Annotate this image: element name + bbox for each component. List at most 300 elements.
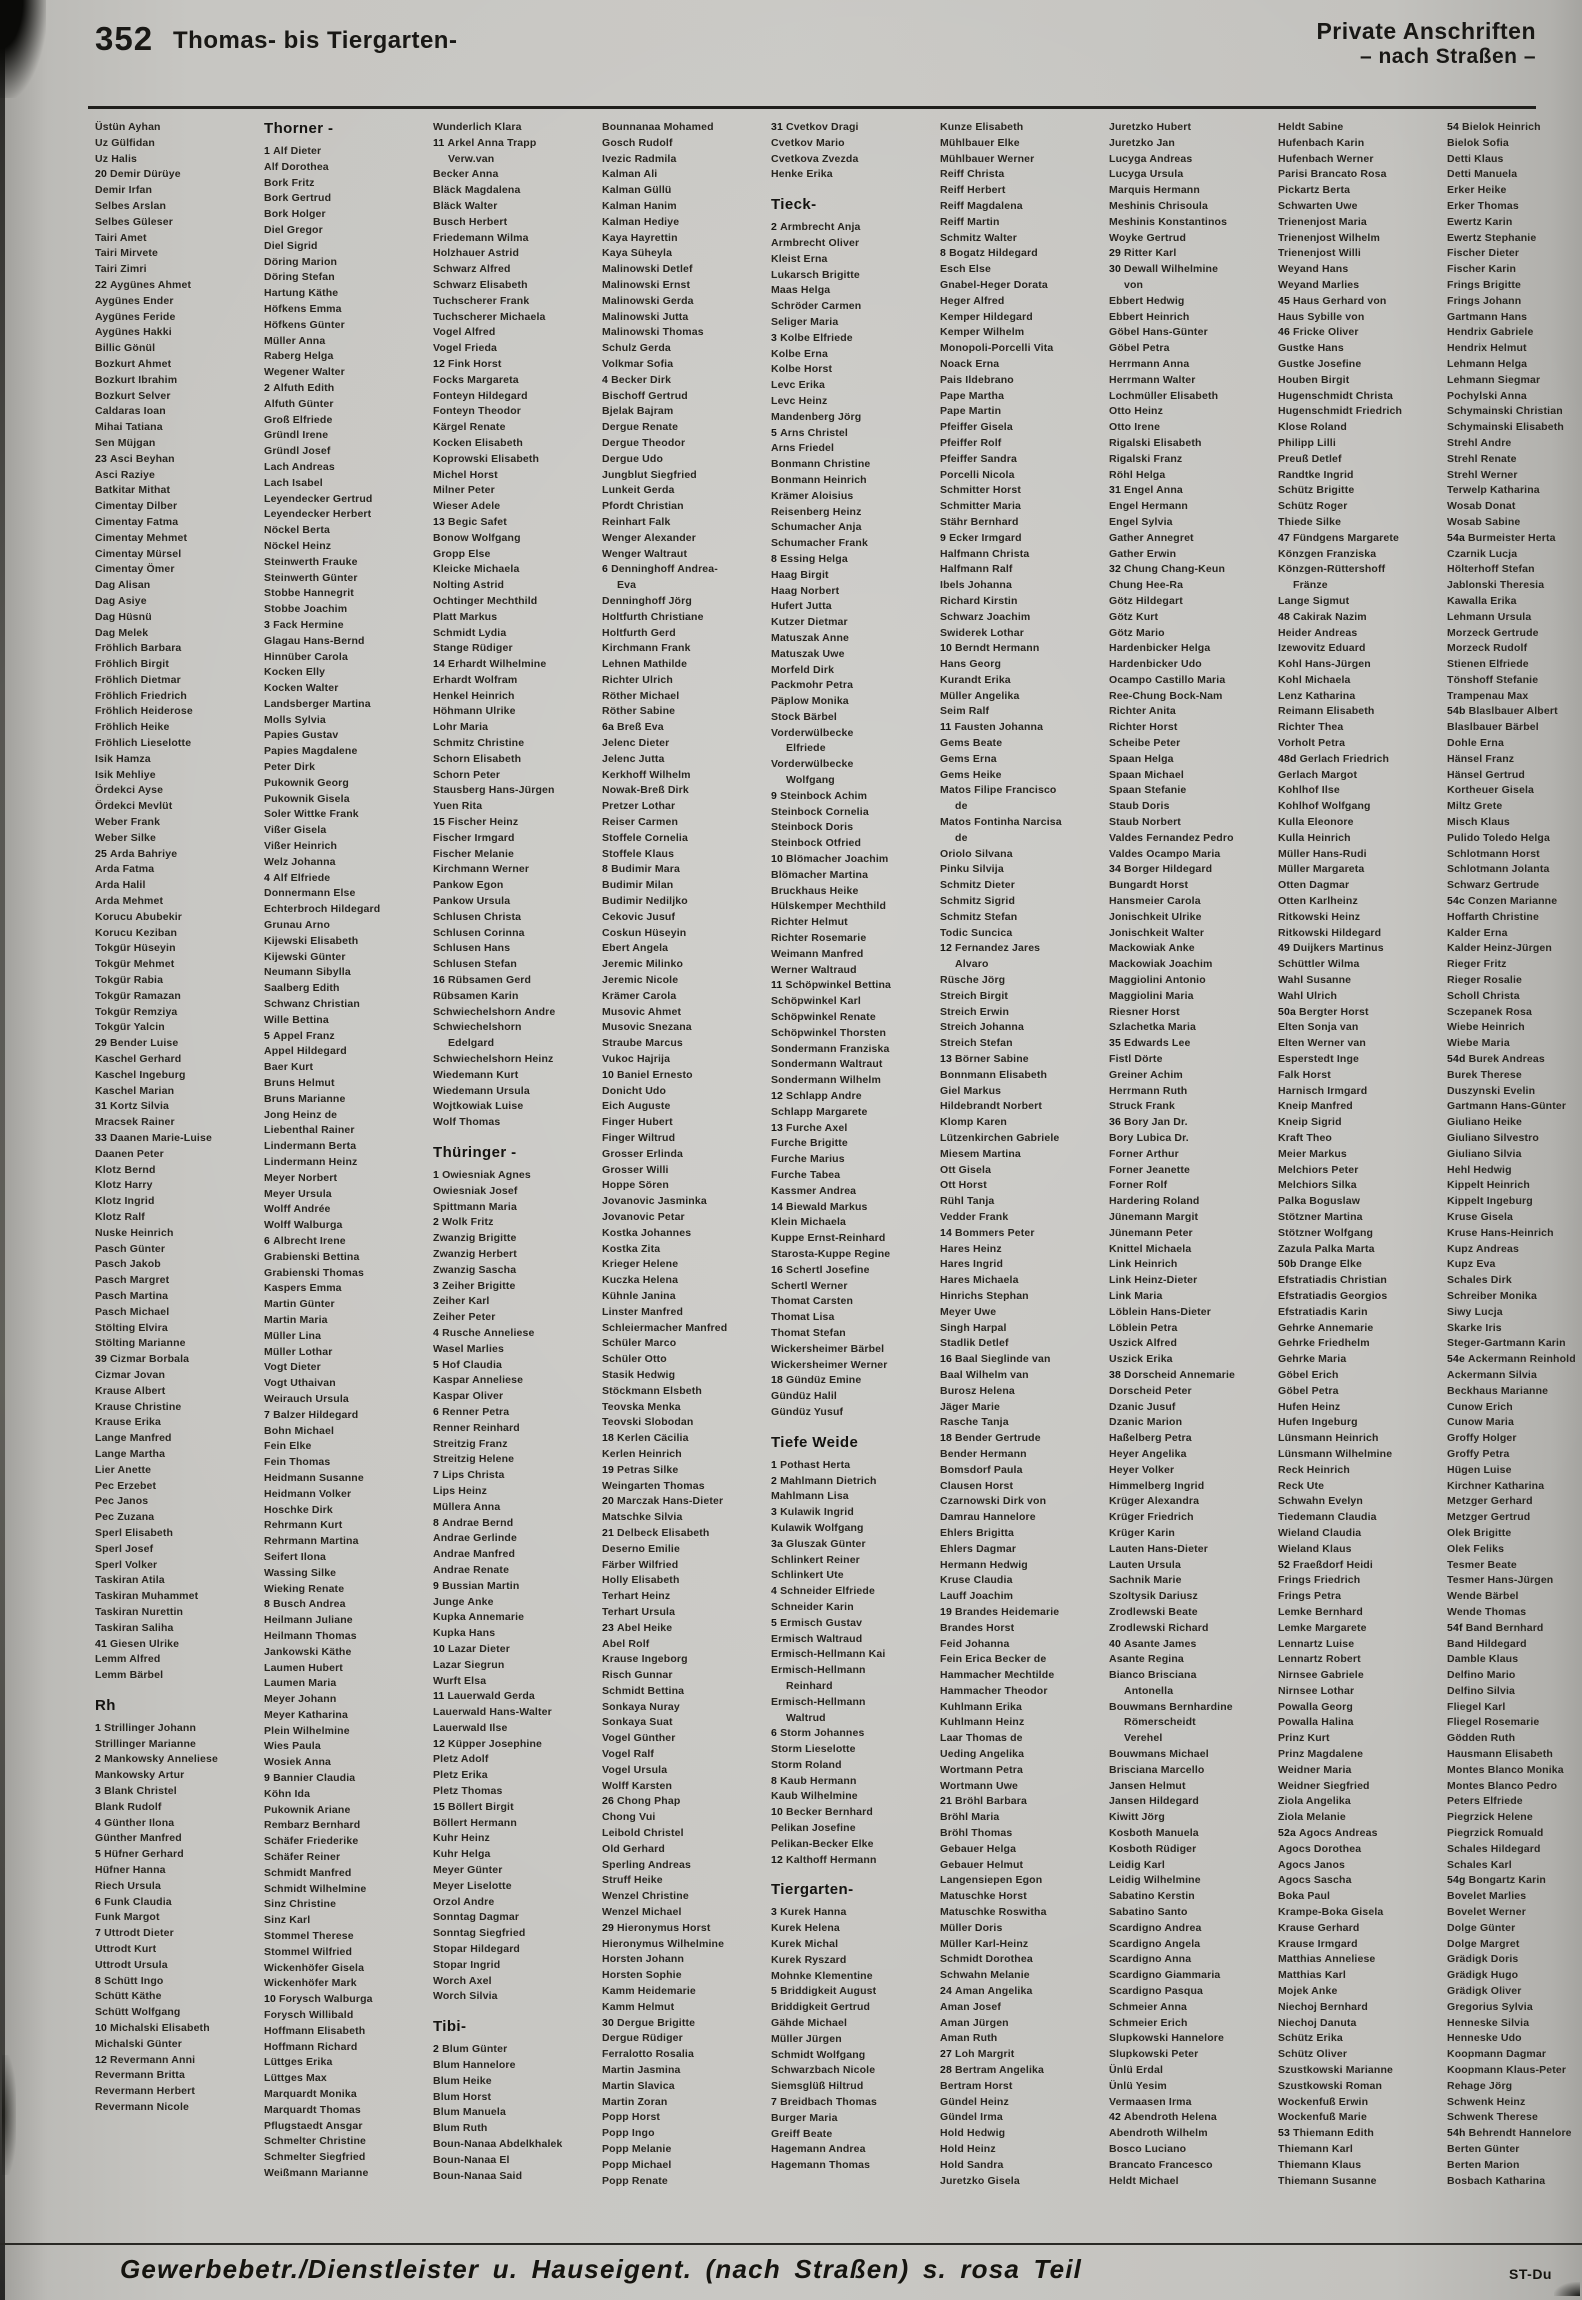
- directory-entry: Stobbe Joachim: [264, 603, 348, 616]
- directory-entry: Wortmann Petra: [940, 1763, 1024, 1776]
- directory-entry: 5 Hof Claudia: [433, 1358, 503, 1371]
- directory-entry: Kohlhof Wolfgang: [1278, 800, 1371, 813]
- directory-entry: Matthias Anneliese: [1278, 1953, 1376, 1966]
- directory-entry: Bonow Wolfgang: [433, 531, 521, 544]
- directory-entry: Bosbach Katharina: [1447, 2174, 1546, 2187]
- directory-entry: Hendrix Gabriele: [1447, 326, 1534, 339]
- directory-entry: Stommel Therese: [264, 1930, 354, 1943]
- directory-entry: Wickenhöfer Mark: [264, 1977, 357, 1990]
- directory-entry: Steger-Gartmann Karin: [1447, 1337, 1566, 1350]
- directory-entry: Reck Heinrich: [1278, 1463, 1350, 1476]
- directory-entry: Meyer Günter: [433, 1864, 503, 1877]
- directory-entry: Reimann Elisabeth: [1278, 705, 1375, 718]
- directory-entry: Löblein Petra: [1109, 1321, 1178, 1334]
- directory-entry: Tokgür Mehmet: [95, 958, 175, 971]
- directory-entry: Weidner Siegfried: [1278, 1779, 1370, 1792]
- house-number: 24: [940, 1985, 952, 1998]
- directory-entry: Kassmer Andrea: [771, 1184, 857, 1197]
- directory-entry: Hendrix Helmut: [1447, 342, 1527, 355]
- directory-entry: Kuhr Heinz: [433, 1832, 490, 1845]
- directory-entry: Schäfer Reiner: [264, 1851, 341, 1864]
- directory-entry: Billic Gönül: [95, 342, 156, 355]
- directory-entry: Wieland Klaus: [1278, 1542, 1352, 1555]
- directory-entry: Dolge Margret: [1447, 1937, 1520, 1950]
- directory-entry: Koopmann Dagmar: [1447, 2048, 1547, 2061]
- directory-entry: Molls Sylvia: [264, 713, 326, 726]
- directory-entry: Cekovic Jusuf: [602, 910, 676, 923]
- directory-entry: Kutzer Dietmar: [771, 616, 848, 629]
- directory-entry: Arda Halil: [95, 879, 146, 892]
- directory-entry: Slupkowski Hannelore: [1109, 2032, 1225, 2045]
- directory-entry: Schales Karl: [1447, 1858, 1512, 1871]
- directory-entry: Herrmann Walter: [1109, 373, 1196, 386]
- directory-entry: Popp Melanie: [602, 2143, 672, 2155]
- directory-entry: Meyer Ursula: [264, 1187, 332, 1200]
- directory-entry: Jong Heinz de: [264, 1108, 338, 1121]
- directory-entry: Finger Hubert: [602, 1116, 673, 1129]
- directory-entry: Erker Heike: [1447, 184, 1507, 197]
- directory-entry: Link Heinz-Dieter: [1109, 1274, 1198, 1287]
- directory-entry: Wosiek Anna: [264, 1756, 331, 1769]
- house-number: 9: [433, 1579, 439, 1592]
- house-number: 36: [1109, 1116, 1121, 1129]
- directory-entry: 40 Asante James: [1109, 1637, 1197, 1650]
- directory-entry: Aman Ruth: [940, 2032, 998, 2045]
- directory-column: [1109, 120, 1278, 2189]
- directory-entry: Hagemann Thomas: [771, 2159, 871, 2172]
- directory-entry: Pfeiffer Sandra: [940, 452, 1017, 465]
- directory-entry: Kerlen Heinrich: [602, 1447, 682, 1460]
- directory-entry: Woyke Gertrud: [1109, 231, 1187, 244]
- directory-entry: Damble Klaus: [1447, 1653, 1519, 1666]
- directory-entry: Kaub Wilhelmine: [771, 1790, 858, 1803]
- directory-entry: Bender Hermann: [940, 1447, 1027, 1460]
- directory-entry: 29 Ritter Karl: [1109, 247, 1177, 260]
- directory-entry: Cunow Maria: [1447, 1416, 1514, 1429]
- directory-entry: Schüler Marco: [602, 1337, 677, 1350]
- directory-entry: Pasch Margret: [95, 1274, 170, 1287]
- directory-entry: Neumann Sibylla: [264, 966, 351, 979]
- directory-entry: Kühnle Janina: [602, 1289, 676, 1302]
- directory-entry: Antonella: [1124, 1684, 1174, 1697]
- directory-entry: Kortheuer Gisela: [1447, 784, 1535, 797]
- directory-entry: 6 Renner Petra: [433, 1405, 510, 1418]
- directory-entry: Mandenberg Jörg: [771, 410, 862, 423]
- directory-entry: Finger Wiltrud: [602, 1132, 676, 1144]
- directory-entry: Stoffele Cornelia: [602, 831, 688, 844]
- directory-entry: Vogt Uthaivan: [264, 1377, 336, 1390]
- directory-entry: Pulido Toledo Helga: [1447, 831, 1550, 844]
- footer-notice: Gewerbebetr./Dienstleister u. Hauseigent. (nach Straßen) s. rosa Teil: [120, 2254, 1083, 2284]
- directory-entry: Hinrichs Stephan: [940, 1289, 1029, 1302]
- directory-entry: Kaspar Oliver: [433, 1390, 504, 1403]
- house-number: 2: [264, 381, 270, 394]
- directory-entry: Schütz Oliver: [1278, 2048, 1348, 2061]
- street-heading: Tiefe Weide: [771, 1433, 859, 1451]
- directory-entry: Lauten Ursula: [1109, 1558, 1181, 1571]
- directory-entry: Fröhlich Heike: [95, 721, 170, 734]
- directory-entry: Maggiolini Antonio: [1109, 974, 1206, 987]
- directory-entry: Mracsek Rainer: [95, 1116, 175, 1129]
- directory-entry: Krüger Friedrich: [1109, 1511, 1194, 1524]
- directory-entry: Tairi Amet: [95, 231, 147, 244]
- directory-entry: Michel Horst: [433, 468, 498, 481]
- house-number: 8: [602, 863, 608, 876]
- house-number: 19: [602, 1463, 614, 1476]
- directory-entry: 53 Thiemann Edith: [1278, 2127, 1374, 2140]
- directory-column: [264, 120, 433, 2182]
- street-heading: Thüringer -: [433, 1144, 517, 1161]
- directory-entry: Laar Thomas de: [940, 1732, 1023, 1745]
- directory-entry: Bovelet Werner: [1447, 1906, 1526, 1919]
- directory-column: [771, 120, 940, 2174]
- directory-entry: Grädigk Doris: [1447, 1953, 1519, 1966]
- directory-entry: Mackowiak Joachim: [1109, 958, 1213, 971]
- directory-entry: Gündel Heinz: [940, 2095, 1009, 2108]
- directory-entry: Ziola Melanie: [1278, 1811, 1346, 1824]
- house-number: 4: [433, 1326, 439, 1339]
- directory-entry: Bohn Michael: [264, 1424, 335, 1437]
- directory-entry: Vorderwülbecke: [771, 758, 854, 771]
- house-number: 50a: [1278, 1005, 1296, 1018]
- directory-entry: Könzgen Franziska: [1278, 547, 1377, 560]
- directory-entry: Göbel Erich: [1278, 1368, 1339, 1381]
- directory-entry: Groffy Holger: [1447, 1432, 1517, 1445]
- directory-entry: Könzgen-Rüttershoff: [1278, 563, 1386, 576]
- directory-entry: Jonischkeit Walter: [1109, 926, 1205, 939]
- directory-entry: 54 Bielok Heinrich: [1447, 121, 1541, 133]
- directory-entry: 14 Erhardt Wilhelmine: [433, 658, 547, 671]
- directory-entry: Fröhlich Birgit: [95, 658, 169, 671]
- directory-entry: Gosch Rudolf: [602, 136, 673, 149]
- directory-entry: Ochtinger Mechthild: [433, 594, 538, 607]
- house-number: 12: [940, 942, 952, 955]
- directory-entry: Saalberg Edith: [264, 982, 340, 995]
- directory-entry: Schwiechelshorn Andre: [433, 1005, 556, 1018]
- directory-entry: Hoffmann Elisabeth: [264, 2024, 366, 2037]
- house-number: 3: [95, 1785, 101, 1798]
- directory-entry: Gather Annegret: [1109, 531, 1194, 544]
- directory-entry: Schneider Karin: [771, 1600, 854, 1613]
- directory-entry: Frings Johann: [1447, 294, 1522, 307]
- directory-entry: Scardigno Pasqua: [1109, 1985, 1204, 1998]
- directory-entry: 4 Becker Dirk: [602, 373, 672, 386]
- directory-entry: Blum Manuela: [433, 2106, 506, 2119]
- directory-entry: Sondermann Waltraut: [771, 1058, 883, 1071]
- directory-entry: Lehmann Helga: [1447, 357, 1528, 370]
- directory-entry: Jelenc Jutta: [602, 752, 665, 765]
- directory-entry: 10 Baniel Ernesto: [602, 1068, 693, 1081]
- directory-entry: Götz Kurt: [1109, 610, 1159, 623]
- directory-entry: Malinowski Detlef: [602, 263, 693, 276]
- directory-entry: Fonteyn Hildegard: [433, 389, 528, 402]
- directory-entry: Lier Anette: [95, 1463, 152, 1476]
- directory-entry: 2 Blum Günter: [433, 2043, 508, 2056]
- directory-entry: Hansmeier Carola: [1109, 895, 1201, 908]
- house-number: 6: [264, 1234, 270, 1247]
- house-number: 2: [771, 221, 777, 234]
- directory-entry: Kupz Eva: [1447, 1258, 1496, 1271]
- directory-entry: Verehel: [1124, 1732, 1163, 1745]
- directory-entry: 8 Busch Andrea: [264, 1598, 346, 1611]
- directory-entry: Meshinis Chrisoula: [1109, 199, 1208, 212]
- directory-entry: 16 Baal Sieglinde van: [940, 1353, 1051, 1366]
- directory-entry: Edelgard: [448, 1037, 495, 1050]
- directory-entry: 54b Blaslbauer Albert: [1447, 705, 1558, 718]
- directory-entry: Wahl Ulrich: [1278, 989, 1338, 1002]
- directory-entry: Hänsel Franz: [1447, 752, 1515, 765]
- directory-entry: 19 Petras Silke: [602, 1463, 679, 1476]
- directory-entry: Lucyga Andreas: [1109, 152, 1193, 165]
- directory-entry: Pletz Thomas: [433, 1785, 503, 1798]
- directory-entry: Forysch Willibald: [264, 2009, 354, 2022]
- directory-entry: Lemm Alfred: [95, 1653, 161, 1666]
- directory-entry: Landsberger Martina: [264, 697, 371, 710]
- directory-entry: Henkel Heinrich: [433, 689, 515, 702]
- section-title-line1: Private Anschriften: [1316, 18, 1536, 44]
- directory-entry: Stienen Elfriede: [1447, 658, 1529, 671]
- directory-entry: Hardenbicker Helga: [1109, 642, 1211, 655]
- directory-entry: 3 Zeiher Brigitte: [433, 1279, 516, 1292]
- directory-entry: Duszynski Evelin: [1447, 1084, 1536, 1097]
- directory-entry: Kulla Eleonore: [1278, 816, 1354, 829]
- directory-entry: Otto Heinz: [1109, 405, 1163, 418]
- directory-entry: Kaschel Ingeburg: [95, 1068, 186, 1081]
- directory-entry: Ehlers Dagmar: [940, 1542, 1017, 1555]
- directory-entry: Kolbe Horst: [771, 363, 833, 376]
- directory-entry: Sachnik Marie: [1109, 1574, 1182, 1587]
- directory-entry: Wockenfuß Marie: [1278, 2111, 1367, 2124]
- directory-entry: Köhn Ida: [264, 1787, 311, 1800]
- directory-entry: Agocs Janos: [1278, 1858, 1346, 1871]
- directory-entry: Wiebe Heinrich: [1447, 1021, 1525, 1034]
- directory-entry: Bruckhaus Heike: [771, 884, 859, 897]
- directory-entry: Platt Markus: [433, 610, 498, 623]
- directory-entry: Krüger Alexandra: [1109, 1495, 1200, 1508]
- directory-entry: Nolting Astrid: [433, 579, 505, 592]
- directory-entry: 25 Arda Bahriye: [95, 847, 178, 860]
- directory-entry: Kocken Walter: [264, 682, 339, 695]
- directory-entry: Steinbock Cornelia: [771, 805, 869, 818]
- directory-entry: 3 Blank Christel: [95, 1785, 177, 1798]
- directory-entry: 8 Bogatz Hildegard: [940, 247, 1038, 260]
- directory-entry: Volkmar Sofia: [602, 357, 674, 370]
- directory-entry: 21 Bröhl Barbara: [940, 1795, 1028, 1808]
- directory-entry: 26 Chong Phap: [602, 1795, 681, 1808]
- house-number: 40: [1109, 1637, 1121, 1650]
- directory-entry: Blum Heike: [433, 2074, 492, 2087]
- directory-entry: 6 Denninghoff Andrea-: [602, 563, 718, 576]
- directory-entry: Hoffmann Richard: [264, 2040, 358, 2053]
- page-header: [95, 18, 1536, 104]
- directory-entry: Kalman Güllü: [602, 184, 672, 197]
- directory-entry: Damrau Hannelore: [940, 1511, 1036, 1524]
- directory-entry: Schymainski Elisabeth: [1447, 421, 1564, 434]
- directory-entry: Kaya Hayrettin: [602, 231, 678, 244]
- directory-entry: Otto Irene: [1109, 421, 1161, 434]
- directory-entry: Horsten Sophie: [602, 1969, 682, 1982]
- directory-entry: Krause Gerhard: [1278, 1921, 1360, 1934]
- directory-entry: Teovski Slobodan: [602, 1416, 694, 1429]
- directory-entry: Pickartz Berta: [1278, 184, 1351, 197]
- directory-entry: Efstratiadis Georgios: [1278, 1289, 1388, 1302]
- directory-entry: Staub Doris: [1109, 800, 1170, 813]
- directory-entry: Stölting Elvira: [95, 1321, 168, 1334]
- house-number: 26: [602, 1795, 614, 1808]
- scan-corner-shadow: [0, 0, 46, 98]
- house-number: 18: [602, 1432, 614, 1445]
- directory-entry: Gartmann Hans: [1447, 310, 1528, 323]
- directory-entry: Andrae Manfred: [433, 1548, 516, 1561]
- directory-entry: Yuen Rita: [433, 800, 483, 813]
- directory-entry: Wegener Walter: [264, 366, 345, 379]
- directory-entry: Fein Elke: [264, 1440, 312, 1453]
- directory-entry: Wassing Silke: [264, 1566, 337, 1579]
- directory-entry: Giuliano Silvia: [1447, 1147, 1522, 1160]
- directory-entry: Tönshoff Stefanie: [1447, 673, 1539, 686]
- directory-entry: Lange Sigmut: [1278, 594, 1350, 607]
- house-number: 22: [95, 278, 107, 291]
- directory-entry: Weirauch Ursula: [264, 1392, 349, 1405]
- directory-entry: Krämer Aloisius: [771, 489, 854, 502]
- directory-entry: Aman Josef: [940, 2000, 1002, 2013]
- directory-entry: Bonmann Heinrich: [771, 473, 867, 486]
- directory-entry: Alfuth Günter: [264, 397, 334, 410]
- house-number: 27: [940, 2048, 952, 2061]
- directory-entry: Kosboth Rüdiger: [1109, 1842, 1197, 1855]
- directory-entry: Abendroth Wilhelm: [1109, 2127, 1208, 2140]
- directory-entry: Leibold Christel: [602, 1827, 684, 1840]
- directory-entry: Kaschel Gerhard: [95, 1053, 182, 1066]
- directory-entry: 6 Funk Claudia: [95, 1895, 172, 1908]
- directory-entry: Gödden Ruth: [1447, 1732, 1516, 1745]
- directory-entry: Szustkowski Roman: [1278, 2079, 1383, 2092]
- directory-entry: Tokgür Rabia: [95, 974, 164, 987]
- directory-entry: Gehrke Friedhelm: [1278, 1337, 1370, 1350]
- directory-entry: Efstratiadis Karin: [1278, 1305, 1368, 1318]
- house-number: 11: [940, 721, 952, 734]
- directory-entry: Nowak-Breß Dirk: [602, 784, 689, 797]
- directory-entry: Gustke Josefine: [1278, 357, 1362, 370]
- directory-entry: 20 Marczak Hans-Dieter: [602, 1495, 724, 1508]
- directory-entry: Seliger Maria: [771, 315, 839, 328]
- directory-entry: Martin Maria: [264, 1313, 328, 1326]
- directory-entry: Taskiran Muhammet: [95, 1590, 199, 1603]
- directory-entry: Schmitter Maria: [940, 500, 1022, 513]
- directory-entry: Lüttges Max: [264, 2072, 327, 2085]
- directory-entry: Richter Anita: [1109, 705, 1176, 718]
- directory-entry: Gather Erwin: [1109, 547, 1177, 560]
- directory-entry: Sperl Josef: [95, 1542, 154, 1555]
- directory-entry: Bruns Helmut: [264, 1077, 335, 1090]
- directory-entry: Heyer Volker: [1109, 1463, 1175, 1476]
- directory-entry: Wosab Sabine: [1447, 515, 1521, 528]
- directory-entry: Thiemann Karl: [1278, 2143, 1353, 2155]
- directory-entry: Henneske Silvia: [1447, 2016, 1530, 2029]
- directory-entry: Milner Peter: [433, 484, 495, 497]
- directory-entry: Matuschke Horst: [940, 1890, 1027, 1903]
- directory-entry: Ibels Johanna: [940, 579, 1012, 592]
- directory-entry: Bonnmann Elisabeth: [940, 1068, 1048, 1081]
- directory-entry: Cimentay Ömer: [95, 563, 175, 576]
- directory-entry: Hold Sandra: [940, 2158, 1004, 2171]
- directory-entry: Schmitz Walter: [940, 231, 1017, 244]
- directory-entry: Niechoj Danuta: [1278, 2016, 1357, 2029]
- house-number: 12: [95, 2053, 107, 2066]
- directory-entry: Fröhlich Dietmar: [95, 673, 181, 686]
- directory-entry: 5 Ermisch Gustav: [771, 1616, 863, 1629]
- directory-entry: Krämer Carola: [602, 989, 677, 1002]
- directory-entry: Rigalski Franz: [1109, 452, 1183, 465]
- street-heading: Tieck-: [771, 196, 817, 214]
- directory-entry: Lach Andreas: [264, 460, 335, 473]
- directory-entry: 21 Delbeck Elisabeth: [602, 1526, 710, 1539]
- directory-entry: Arns Friedel: [771, 442, 835, 455]
- directory-entry: Metzger Gertrud: [1447, 1511, 1531, 1524]
- directory-entry: Pasch Günter: [95, 1242, 166, 1255]
- directory-entry: Sonkaya Suat: [602, 1716, 673, 1729]
- directory-entry: Bomsdorf Paula: [940, 1463, 1023, 1476]
- directory-entry: Kunze Elisabeth: [940, 121, 1024, 133]
- directory-entry: Fröhlich Friedrich: [95, 689, 187, 702]
- directory-entry: Popp Renate: [602, 2174, 668, 2187]
- directory-entry: Bosco Luciano: [1109, 2143, 1187, 2155]
- directory-entry: Levc Heinz: [771, 394, 828, 407]
- house-number: 4: [95, 1816, 101, 1829]
- directory-entry: Burosz Helena: [940, 1384, 1015, 1397]
- directory-entry: Bischoff Gertrud: [602, 389, 688, 402]
- directory-entry: Brancato Francesco: [1109, 2158, 1213, 2171]
- directory-entry: 18 Bender Gertrude: [940, 1432, 1041, 1445]
- directory-entry: Diel Gregor: [264, 223, 323, 236]
- directory-entry: Montes Blanco Pedro: [1447, 1779, 1558, 1792]
- directory-entry: Popp Michael: [602, 2158, 672, 2171]
- directory-entry: Wolff Karsten: [602, 1779, 673, 1792]
- directory-entry: Hehl Hedwig: [1447, 1163, 1512, 1176]
- directory-entry: Kuhlmann Heinz: [940, 1716, 1025, 1729]
- directory-entry: Haßelberg Petra: [1109, 1432, 1192, 1445]
- directory-entry: Jansen Hildegard: [1109, 1795, 1199, 1808]
- directory-entry: 31 Kortz Silvia: [95, 1100, 170, 1113]
- directory-entry: Haus Sybille von: [1278, 310, 1365, 323]
- house-number: 7: [771, 2096, 777, 2109]
- house-number: 16: [940, 1353, 952, 1366]
- directory-entry: Szlachetka Maria: [1109, 1021, 1197, 1034]
- house-number: 54: [1447, 121, 1459, 133]
- directory-entry: Schlapp Margarete: [771, 1105, 868, 1118]
- directory-entry: Fein Thomas: [264, 1456, 331, 1469]
- directory-entry: Kulawik Wolfgang: [771, 1521, 864, 1534]
- directory-entry: Izewovitz Eduard: [1278, 642, 1366, 655]
- directory-entry: 48d Gerlach Friedrich: [1278, 752, 1390, 765]
- directory-entry: Wiebe Maria: [1447, 1037, 1510, 1050]
- house-number: 50b: [1278, 1258, 1297, 1271]
- house-number: 31: [95, 1100, 107, 1113]
- directory-entry: Dag Alisan: [95, 579, 151, 592]
- house-number: 4: [264, 871, 270, 884]
- directory-entry: Schymainski Christian: [1447, 405, 1563, 418]
- directory-entry: 38 Dorscheid Annemarie: [1109, 1368, 1236, 1381]
- directory-entry: Müller Lina: [264, 1329, 322, 1342]
- directory-entry: Schlusen Stefan: [433, 958, 517, 971]
- directory-entry: Lauerwald Ilse: [433, 1721, 508, 1734]
- directory-entry: Vißer Gisela: [264, 824, 327, 837]
- directory-entry: Klotz Ralf: [95, 1210, 145, 1223]
- directory-entry: Thomat Stefan: [771, 1326, 846, 1339]
- directory-entry: Jovanovic Petar: [602, 1210, 685, 1223]
- directory-entry: Dag Melek: [95, 626, 149, 639]
- house-number: 16: [433, 974, 445, 987]
